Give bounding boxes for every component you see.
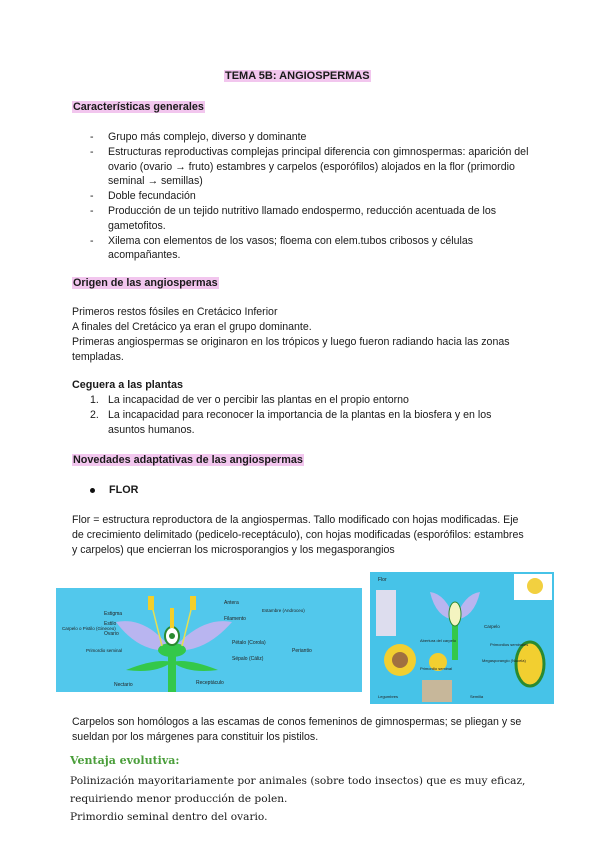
fossil-image (376, 590, 396, 636)
list-item: 2. La incapacidad para reconocer la importancia de la plantas en la biosfera y en los asuntos humanos. (90, 409, 492, 436)
estilo-shape (170, 608, 174, 628)
ventaja-paragraph: Polinización mayoritariamente por animales (sobre todo insectos) que es muy eficaz, requiriendo menor producción de polen. Primordio seminal dentro del ovario. (70, 775, 526, 823)
anther-shape (148, 596, 154, 610)
bullet-icon (90, 488, 95, 493)
list-item: - Grupo más complejo, diverso y dominante (90, 130, 530, 145)
section-heading-novedades: Novedades adaptativas de las angiospermas (73, 454, 303, 466)
label-petalo: Pétalo (Corola) (232, 640, 266, 646)
label-estambre: Estambre (Androceo) (262, 608, 305, 613)
label-carpelo: Carpelo o Pistilo (Gineceo) (62, 626, 116, 631)
list-item: - Estructuras reproductivas complejas principal diferencia con gimnospermas: aparición del ovario (ovario → fruto) estambres y carpelos (esporófilos) alojados en la flor (primordio seminal → semillas) (90, 145, 530, 189)
label-legumbres: Legumbres (378, 694, 399, 699)
label-primordio: Primordio seminal (86, 648, 123, 653)
carpelo-shape (449, 602, 461, 626)
list-item: - Producción de un tejido nutritivo llamado endospermo, reducción acentuada de los gametofitos. (90, 204, 530, 234)
label-filamento: Filamento (224, 616, 246, 622)
flor-bullet: FLOR (90, 484, 138, 496)
label-tegumento: Megasporangio (Nucela) (482, 658, 526, 663)
list-item: - Xilema con elementos de los vasos; floema con elem.tubos cribosos y células acompañantes. (90, 234, 530, 264)
label-primordio: Primordios seminales (490, 642, 529, 647)
list-item: 1. La incapacidad de ver o percibir las plantas en el propio entorno (90, 394, 409, 406)
ovary-center-shape (392, 652, 408, 668)
carpel-section-shape (516, 642, 544, 686)
flower-diagram (56, 588, 362, 692)
carpel-diagram (370, 572, 554, 704)
list-item: - Doble fecundación (90, 189, 530, 204)
label-carpelo: Carpelo (484, 624, 500, 629)
section-heading-origen: Origen de las angiospermas (73, 277, 218, 289)
label-estigma: Estigma (104, 611, 123, 617)
label-nectario: Nectario (114, 682, 133, 688)
section-heading-ceguera: Ceguera a las plantas (72, 379, 184, 391)
label-sepalo: Sépalo (Cáliz) (232, 656, 264, 662)
flor-paragraph: Flor = estructura reproductora de la angiospermas. Tallo modificado con hojas modificadas. Eje de crecimiento delimitado (pedicelo-receptáculo), con hojas modificadas (esporófilos: estambres y carpelos) que encierran los microsporangios y los megasporangios (72, 514, 524, 556)
origen-paragraph: Primeros restos fósiles en Cretácico Inferior A finales del Cretácico ya eran el grupo dominante. Primeras angiospermas se originaron en los trópicos y luego fueron radiando hacia las zonas templadas. (72, 306, 510, 363)
label-semilla: Semilla (470, 694, 484, 699)
label-antera: Antera (224, 600, 239, 606)
ceguera-list (90, 393, 530, 438)
page-title: TEMA 5B: ANGIOSPERMAS (225, 70, 370, 82)
inset-circle (527, 578, 543, 594)
carpelos-paragraph: Carpelos son homólogos a las escamas de conos femeninos de gimnospermas; se pliegan y se sueldan por los márgenes para constituir los pistilos. (72, 716, 522, 743)
label-ovario: Ovario (104, 631, 119, 637)
primordio-shape (169, 633, 175, 639)
label-receptaculo: Receptáculo (196, 680, 224, 686)
caracteristicas-list (90, 130, 530, 263)
legumbre-image (422, 680, 452, 702)
anther-shape (190, 596, 196, 610)
label-abertura: Abertura del carpelo (420, 638, 457, 643)
ventaja-heading: Ventaja evolutiva: (70, 754, 180, 767)
label-primordio-seminal: Primordio seminal (420, 666, 453, 671)
label-flor: Flor (378, 577, 387, 583)
section-heading-caracteristicas: Características generales (73, 101, 204, 113)
label-periantio: Periantio (292, 648, 312, 654)
label-estilo: Estilo (104, 621, 117, 627)
